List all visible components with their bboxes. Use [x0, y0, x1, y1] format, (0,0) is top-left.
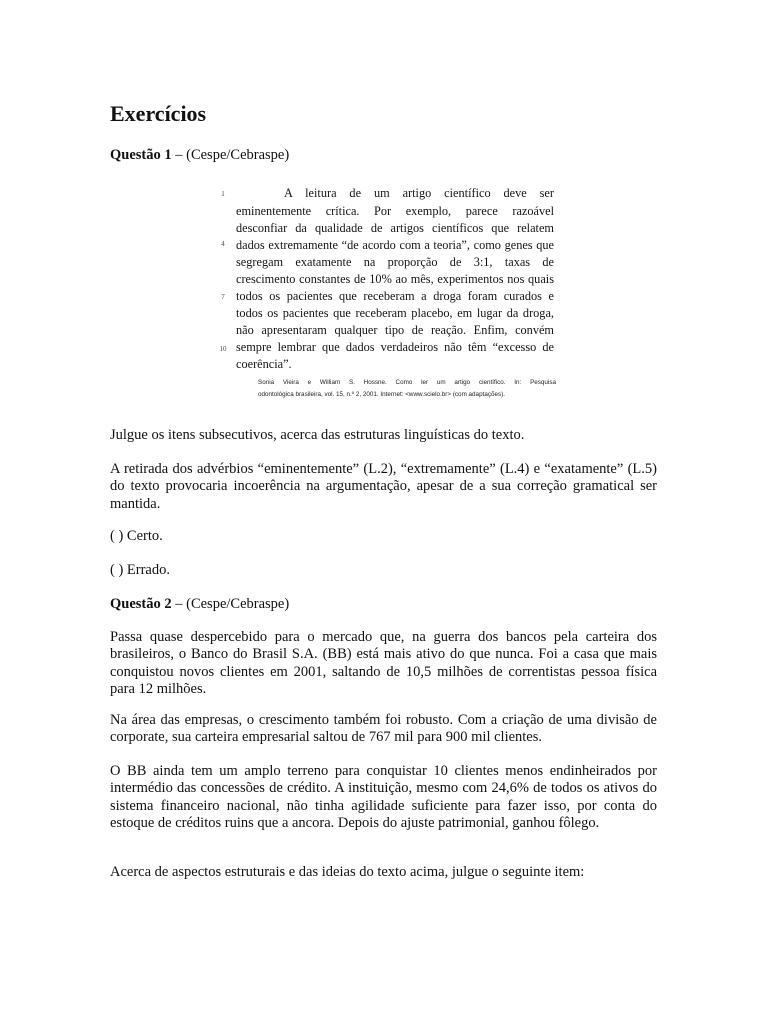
passage-image	[216, 184, 556, 404]
question-2-paragraph-2: Na área das empresas, o crescimento também foi robusto. Com a criação de uma divisão de corporate, sua carteira empresarial saltou de 767 mil para 900 mil clientes.	[110, 712, 657, 746]
question-1-prompt: Julgue os itens subsecutivos, acerca das estruturas linguísticas do texto.	[110, 427, 525, 443]
line-number: 10	[219, 345, 227, 353]
passage-line: desconfiar da qualidade de artigos científicos que relatem	[236, 221, 554, 235]
passage-line: crescimento constantes de 10% ao mês, experimentos nos quais	[236, 272, 554, 286]
line-number: 4	[221, 240, 225, 248]
passage-line: não apresentaram qualquer tipo de reação. Enfim, convém	[236, 323, 554, 337]
passage-line: sempre lembrar que dados verdadeiros não têm “excesso de	[236, 340, 554, 354]
question-1-source: – (Cespe/Cebraspe)	[171, 147, 290, 163]
passage-citation: odontológica brasileira, vol. 15, n.º 2, 2001. Internet: <www.scielo.br> (com adaptações).	[258, 391, 505, 398]
question-2-source: – (Cespe/Cebraspe)	[171, 596, 290, 612]
option-certo: ( ) Certo.	[110, 528, 163, 544]
passage-line: coerência”.	[236, 357, 292, 371]
question-2-paragraph-1: Passa quase despercebido para o mercado que, na guerra dos bancos pela carteira dos brasileiros, o Banco do Brasil S.A. (BB) está mais ativo do que nunca. Foi a casa que mais conquistou novos clientes em 2001, saltando de 10,5 milhões de correntistas pessoa física para 12 milhões.	[110, 629, 657, 697]
passage-citation: Sonia Vieira e William S. Hossne. Como ler um artigo científico. In: Pesquisa	[258, 379, 556, 386]
passage-line: todos os pacientes que receberam a droga foram curados e	[236, 289, 554, 303]
question-1-statement: A retirada dos advérbios “eminentemente” (L.2), “extremamente” (L.4) e “exatamente” (L.5) do texto provocaria incoerência na argumentação, apesar de a sua correção gramatical ser mantida.	[110, 461, 657, 512]
line-number: 1	[221, 190, 225, 198]
line-number: 7	[221, 293, 225, 301]
option-errado: ( ) Errado.	[110, 562, 170, 578]
passage-line: dados extremamente “de acordo com a teoria”, como genes que	[236, 238, 554, 252]
question-1-heading	[110, 147, 289, 164]
passage-line: A leitura de um artigo científico deve ser	[284, 186, 554, 200]
passage-line: segregam exatamente na proporção de 3:1, taxas de	[236, 255, 554, 269]
question-2-paragraph-3: O BB ainda tem um amplo terreno para conquistar 10 clientes menos endinheirados por intermédio das concessões de crédito. A instituição, mesmo com 24,6% de todos os ativos do sistema financeiro nacional, não tinha agilidade suficiente para fazer isso, por conta do estoque de créditos ruins que a ancora. Depois do ajuste patrimonial, ganhou fôlego.	[110, 763, 657, 831]
passage-line: eminentemente crítica. Por exemplo, parece razoável	[236, 204, 554, 218]
question-2-heading	[110, 596, 289, 613]
question-1-label: Questão 1	[110, 147, 172, 163]
passage-line: todos os pacientes que receberam placebo, em lugar da droga,	[236, 306, 554, 320]
question-2-prompt: Acerca de aspectos estruturais e das ideias do texto acima, julgue o seguinte item:	[110, 864, 585, 880]
page-title: Exercícios	[110, 101, 207, 126]
question-2-label: Questão 2	[110, 596, 172, 612]
